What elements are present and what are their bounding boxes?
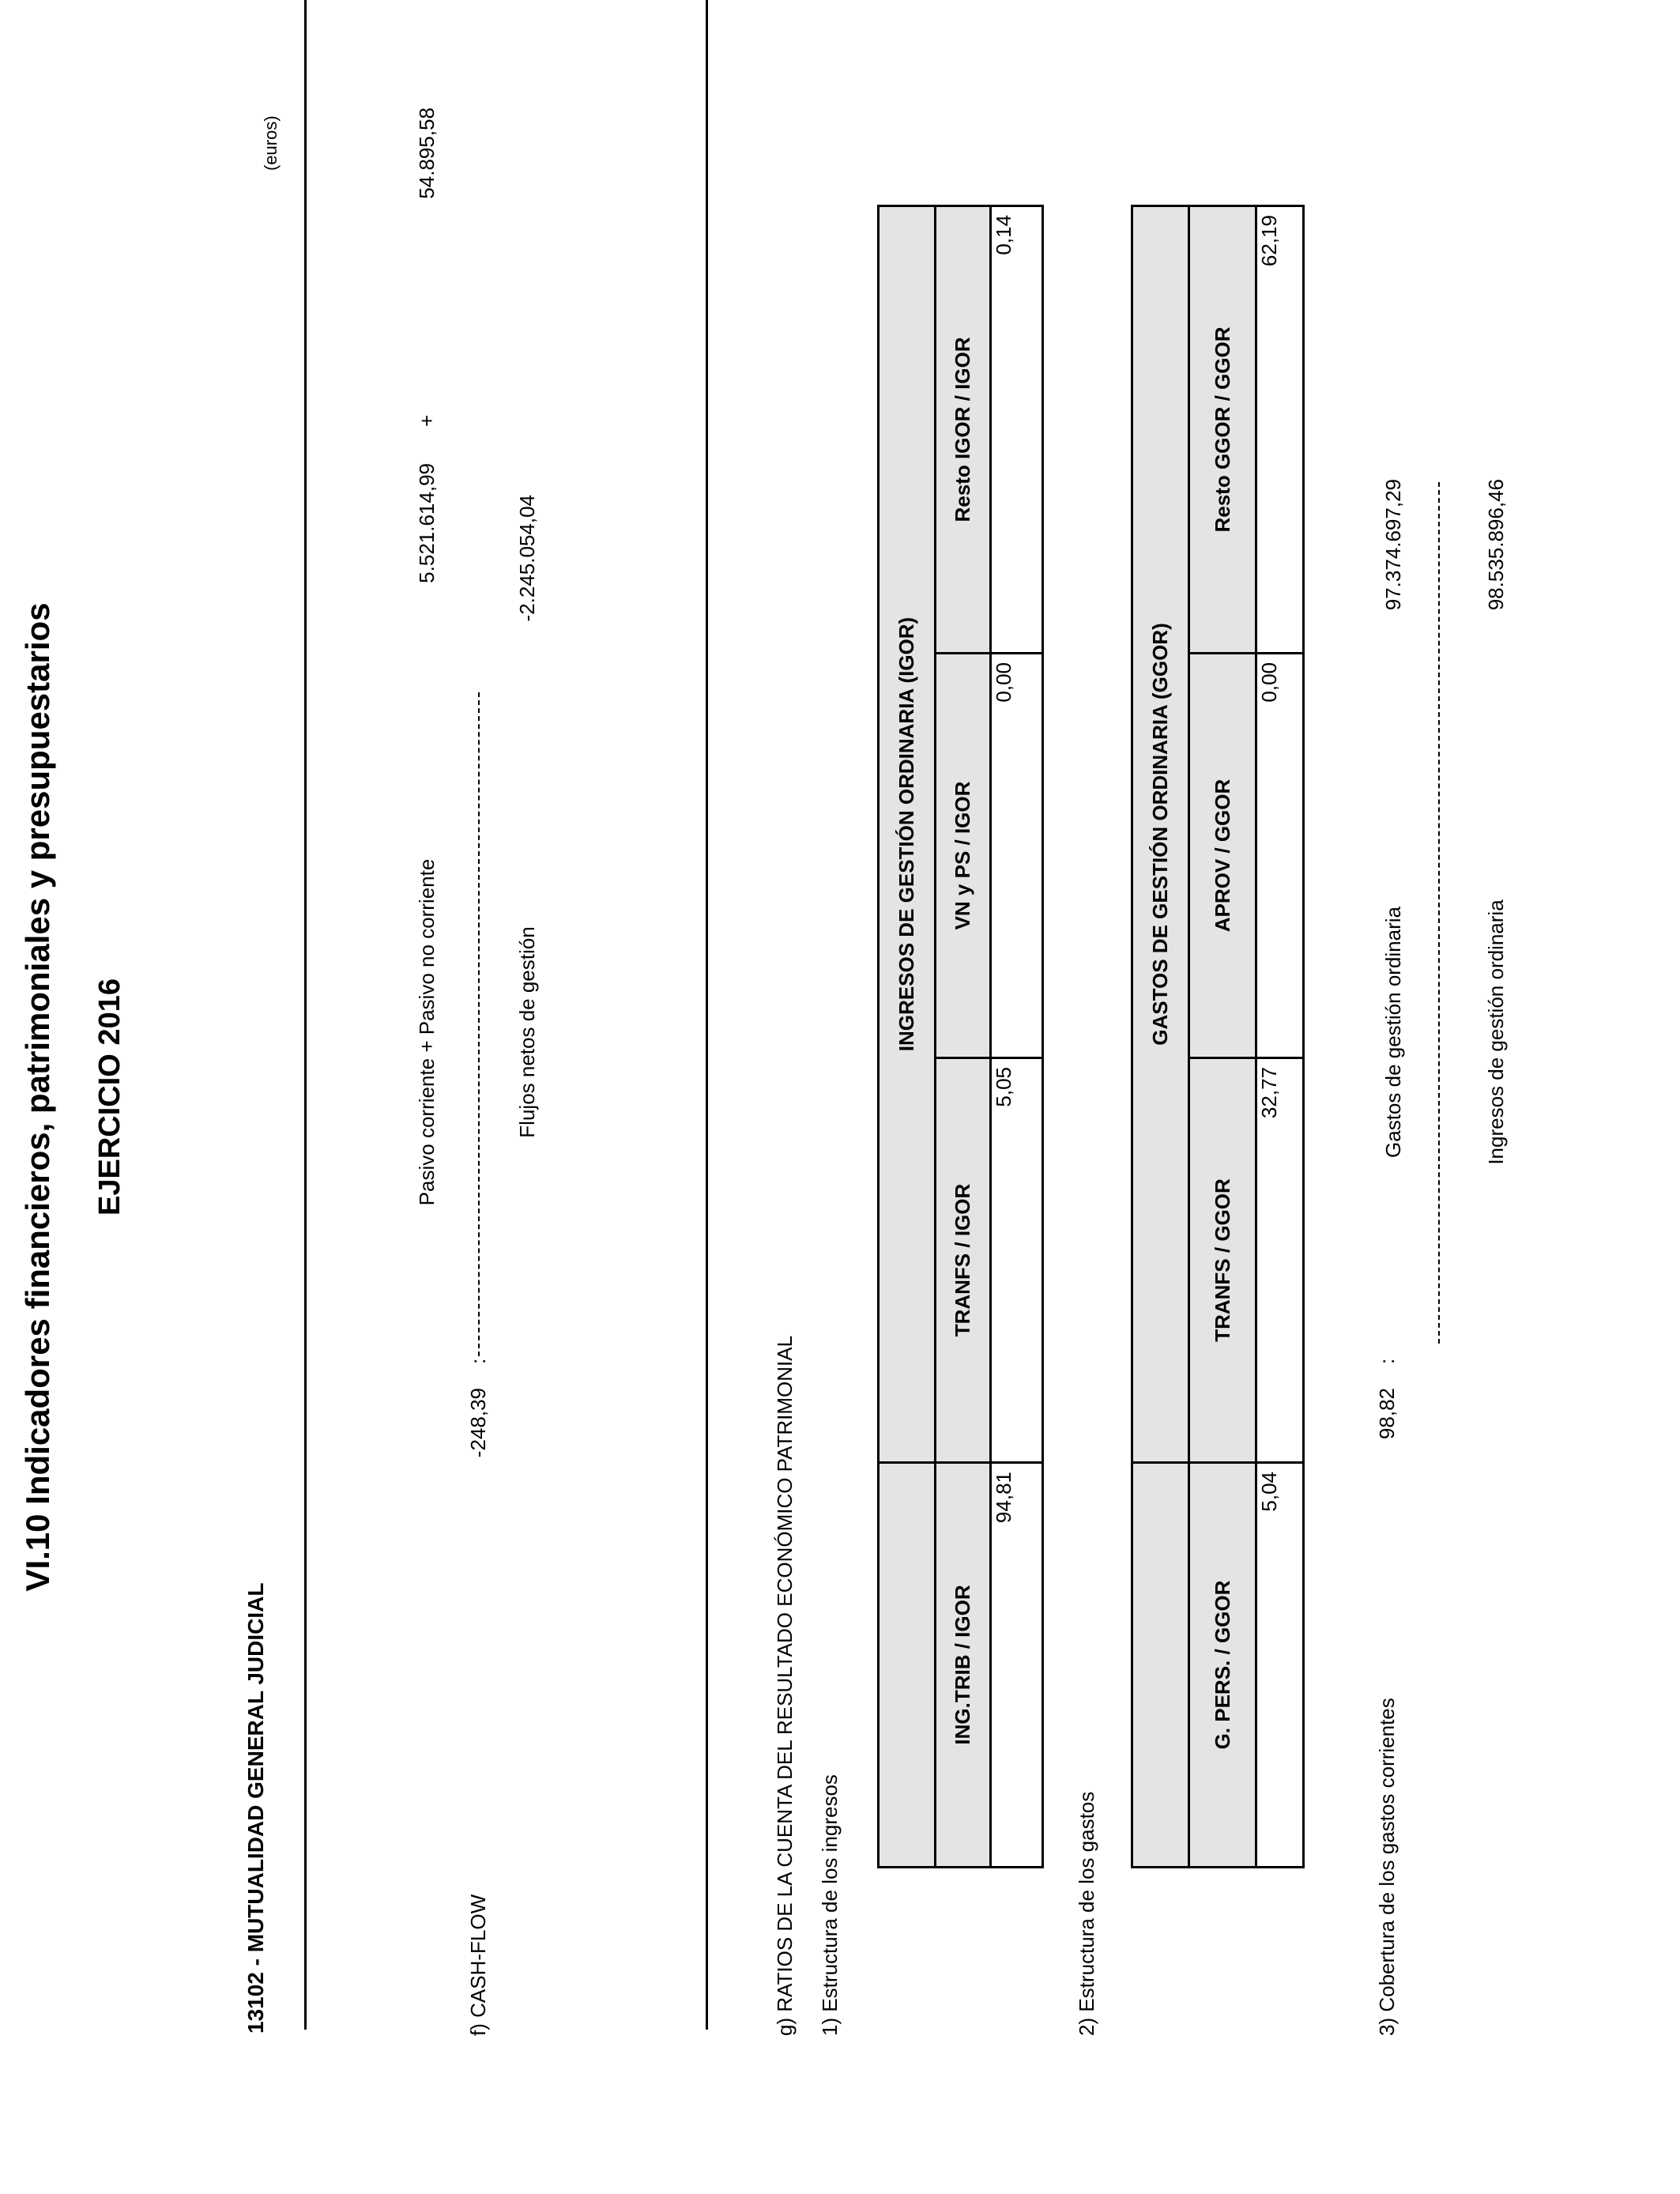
expense-structure-label: 2) Estructura de los gastos <box>1075 1791 1098 2036</box>
plus-sign: + <box>415 414 439 427</box>
section-rule <box>706 0 708 2030</box>
income-ratio-value: 0,14 <box>991 205 1043 653</box>
income-table-spacer <box>879 1463 936 1868</box>
expense-ratio-value: 62,19 <box>1256 205 1304 653</box>
expense-col-header: G. PERS. / GGOR <box>1189 1463 1256 1868</box>
units-label: (euros) <box>261 115 281 171</box>
expense-ratio-value: 0,00 <box>1256 654 1304 1058</box>
top-rule <box>304 0 307 2030</box>
cashflow-fraction-line <box>478 692 480 1356</box>
income-col-header: VN y PS / IGOR <box>936 654 991 1058</box>
cashflow-numerator-label: Pasivo corriente + Pasivo no corriente <box>415 858 439 1206</box>
cashflow-colon: : <box>466 1358 490 1364</box>
page-title: VI.10 Indicadores financieros, patrimoniales y presupuestarios <box>19 602 56 1592</box>
expense-table-header: GASTOS DE GESTIÓN ORDINARIA (GGOR) <box>1132 205 1189 1462</box>
cashflow-numerator-value-2: 54.895,58 <box>415 107 439 199</box>
income-ratio-value: 5,05 <box>991 1058 1043 1463</box>
ratios-section-label: g) RATIOS DE LA CUENTA DEL RESULTADO ECONÓMICO PATRIMONIAL <box>773 1335 797 2036</box>
income-table-header: INGRESOS DE GESTIÓN ORDINARIA (IGOR) <box>879 205 936 1462</box>
income-col-header: ING.TRIB / IGOR <box>936 1463 991 1868</box>
income-ratio-value: 94,81 <box>991 1463 1043 1868</box>
cashflow-value: -248,39 <box>466 1388 490 1458</box>
expense-ratio-value: 5,04 <box>1256 1463 1304 1868</box>
income-structure-label: 1) Estructura de los ingresos <box>818 1774 842 2036</box>
cashflow-denominator-value: -2.245.054,04 <box>515 495 539 622</box>
coverage-numerator-value: 97.374.697,29 <box>1381 479 1405 611</box>
income-col-header: TRANFS / IGOR <box>936 1058 991 1463</box>
entity-name: 13102 - MUTUALIDAD GENERAL JUDICIAL <box>243 1582 268 2034</box>
cashflow-denominator-label: Flujos netos de gestión <box>515 926 539 1138</box>
income-ratio-value: 0,00 <box>991 654 1043 1058</box>
coverage-label: 3) Cobertura de los gastos corrientes <box>1375 1698 1399 2036</box>
coverage-numerator-label: Gastos de gestión ordinaria <box>1381 907 1405 1158</box>
income-structure-table <box>877 205 1044 1868</box>
cashflow-numerator-value-1: 5.521.614,99 <box>415 463 439 583</box>
income-col-header: Resto IGOR / IGOR <box>936 205 991 653</box>
coverage-colon: : <box>1375 1358 1399 1364</box>
cashflow-label: f) CASH-FLOW <box>466 1894 490 2036</box>
expense-col-header: TRANFS / GGOR <box>1189 1058 1256 1463</box>
coverage-value: 98,82 <box>1375 1388 1399 1440</box>
coverage-fraction-line <box>1438 482 1440 1344</box>
coverage-denominator-value: 98.535.896,46 <box>1484 479 1508 611</box>
expense-table-spacer <box>1132 1463 1189 1868</box>
expense-col-header: Resto GGOR / GGOR <box>1189 205 1256 653</box>
expense-ratio-value: 32,77 <box>1256 1058 1304 1463</box>
expense-structure-table <box>1131 205 1305 1868</box>
expense-col-header: APROV / GGOR <box>1189 654 1256 1058</box>
coverage-denominator-label: Ingresos de gestión ordinaria <box>1484 899 1508 1165</box>
fiscal-year: EJERCICIO 2016 <box>93 978 126 1216</box>
